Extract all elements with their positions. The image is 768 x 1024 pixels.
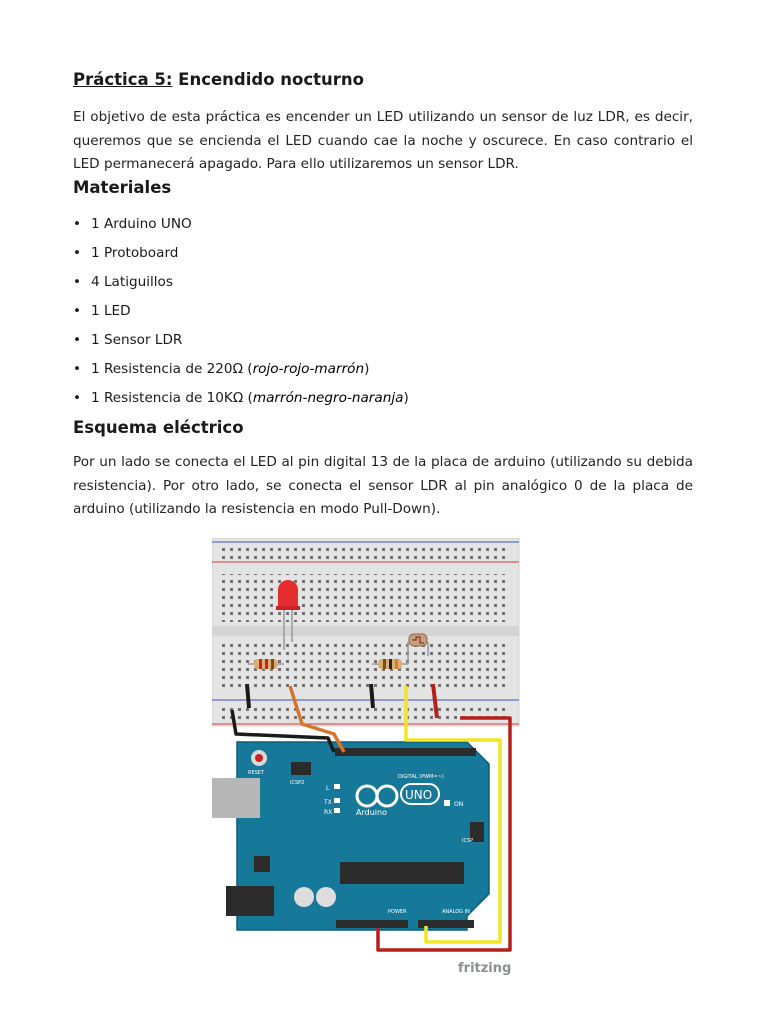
list-item <box>73 386 409 415</box>
reset-label: RESET <box>248 770 265 776</box>
board-model: UNO <box>405 788 433 802</box>
digital-label: DIGITAL (PWM=~) <box>398 774 444 780</box>
item-text: 1 LED <box>91 303 131 319</box>
bullet-icon: • <box>73 361 82 377</box>
analog-label: ANALOG IN <box>442 909 470 915</box>
list-item <box>73 241 409 270</box>
item-text: 1 Resistencia de 220Ω ( <box>91 361 253 377</box>
rx-label: RX <box>324 809 333 816</box>
item-text: 1 Sensor LDR <box>91 332 183 348</box>
title-prefix: Práctica 5: <box>73 70 173 89</box>
arduino-board <box>212 742 489 930</box>
materials-heading: Materiales <box>73 178 172 197</box>
list-item <box>73 299 409 328</box>
bullet-icon: • <box>73 274 82 290</box>
schematic-paragraph: Por un lado se conecta el LED al pin digital 13 de la placa de arduino (utilizando su debida resistencia). Por otro lado, se conecta el sensor LDR al pin analógico 0 de la placa de arduino (utilizando la resistencia en modo Pull-Down). <box>73 454 693 517</box>
item-tail: ) <box>403 390 409 406</box>
bullet-icon: • <box>73 245 82 261</box>
bullet-icon: • <box>73 216 82 232</box>
icsp-label: ICSP <box>462 838 474 844</box>
item-text: 4 Latiguillos <box>91 274 173 290</box>
list-item <box>73 212 409 241</box>
power-label: POWER <box>388 909 407 915</box>
title-text: Encendido nocturno <box>172 70 364 89</box>
bullet-icon: • <box>73 332 82 348</box>
color-code: marrón-negro-naranja <box>252 390 404 406</box>
color-code: rojo-rojo-marrón <box>252 361 365 377</box>
icsp2-label: ICSP2 <box>290 780 305 786</box>
fritzing-watermark: fritzing <box>458 961 512 976</box>
list-item <box>73 270 409 299</box>
board-brand: Arduino <box>356 808 387 817</box>
list-item <box>73 357 409 386</box>
l-label: L <box>326 785 330 792</box>
bullet-icon: • <box>73 390 82 406</box>
schematic-heading: Esquema eléctrico <box>73 418 244 437</box>
item-text: 1 Resistencia de 10KΩ ( <box>91 390 253 406</box>
bullet-icon: • <box>73 303 82 319</box>
breadboard <box>212 538 519 726</box>
tx-label: TX <box>324 799 332 806</box>
list-item <box>73 328 409 357</box>
item-text: 1 Protoboard <box>91 245 179 261</box>
on-label: ON <box>454 801 464 808</box>
page-title <box>73 70 364 89</box>
circuit-diagram <box>212 538 520 980</box>
intro-paragraph: El objetivo de esta práctica es encender un LED utilizando un sensor de luz LDR, es decir, queremos que se encienda el LED cuando cae la noche y oscurece. En caso contrario el LED permanecerá apagado. Para ello utilizaremos un sensor LDR. <box>73 109 693 172</box>
materials-list <box>73 212 409 415</box>
item-text: 1 Arduino UNO <box>91 216 192 232</box>
item-tail: ) <box>364 361 370 377</box>
